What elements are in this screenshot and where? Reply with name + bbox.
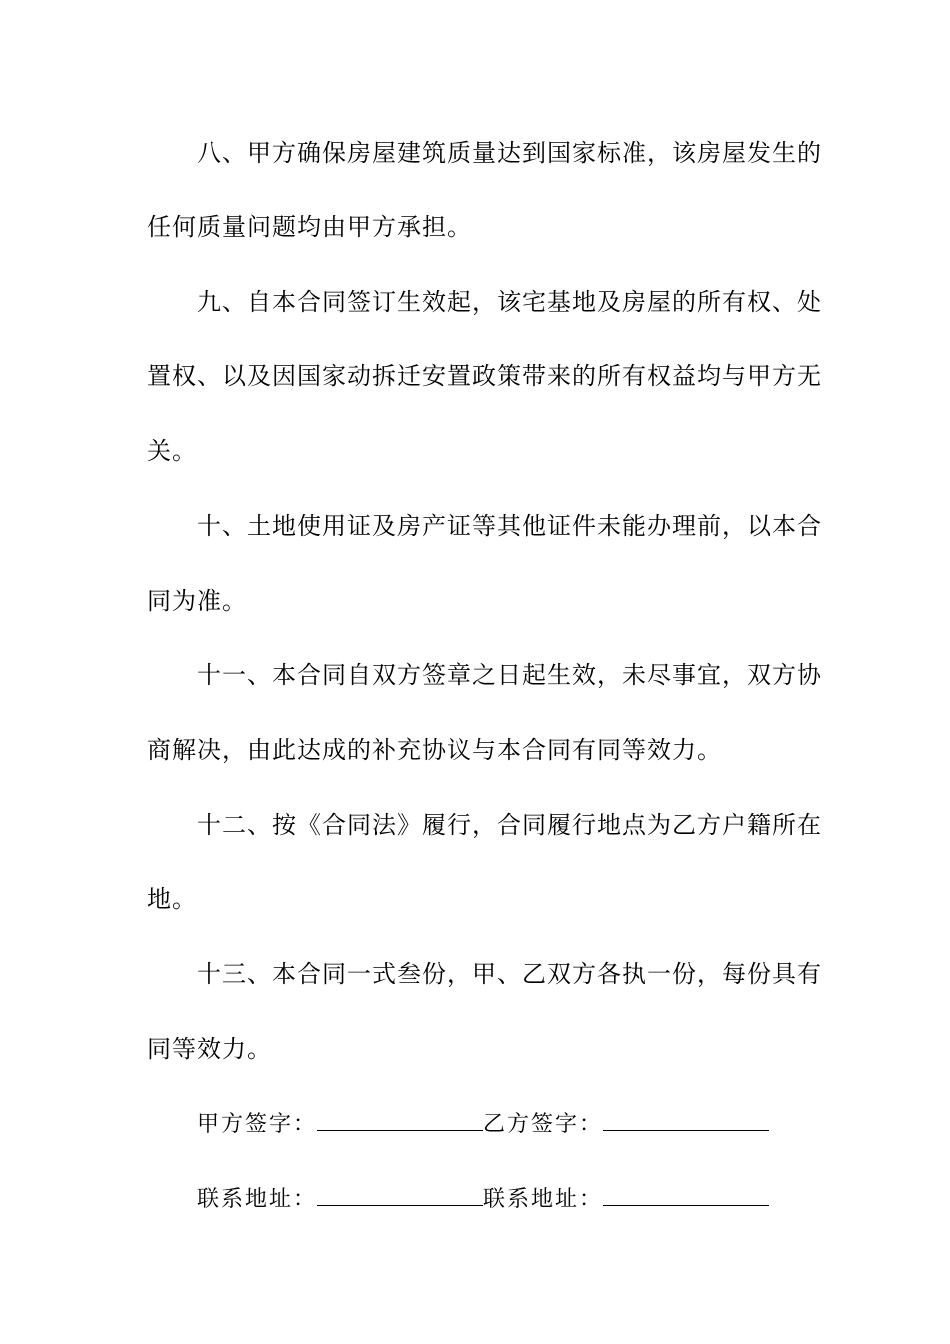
party-a-sign-blank[interactable] — [317, 1108, 483, 1131]
clause-12-line-1: 十二、按《合同法》履行，合同履行地点为乙方户籍所在 — [197, 811, 822, 839]
clause-12-line-2: 地。 — [147, 885, 197, 913]
party-b-address-label: 联系地址： — [483, 1187, 604, 1212]
clause-10-line-2: 同为准。 — [147, 587, 247, 615]
party-a-address-label: 联系地址： — [197, 1187, 318, 1212]
address-row — [197, 1183, 769, 1215]
party-b-sign-blank[interactable] — [603, 1108, 769, 1131]
clause-11-line-1: 十一、本合同自双方签章之日起生效，未尽事宜，双方协 — [197, 661, 822, 689]
clause-9-line-2: 置权、以及因国家动拆迁安置政策带来的所有权益均与甲方无 — [147, 362, 822, 390]
party-a-address-blank[interactable] — [317, 1183, 483, 1206]
party-b-sign-label: 乙方签字： — [483, 1112, 604, 1137]
clause-11-line-2: 商解决，由此达成的补充协议与本合同有同等效力。 — [147, 736, 722, 764]
signature-row — [197, 1108, 769, 1140]
party-a-sign-label: 甲方签字： — [197, 1112, 318, 1137]
clause-8-line-2: 任何质量问题均由甲方承担。 — [147, 213, 472, 241]
clause-10-line-1: 十、土地使用证及房产证等其他证件未能办理前，以本合 — [197, 512, 822, 540]
clause-8-line-1: 八、甲方确保房屋建筑质量达到国家标准，该房屋发生的 — [197, 139, 822, 167]
clause-13-line-2: 同等效力。 — [147, 1035, 272, 1063]
clause-13-line-1: 十三、本合同一式叁份，甲、乙双方各执一份，每份具有 — [197, 960, 822, 988]
clause-9-line-1: 九、自本合同签订生效起，该宅基地及房屋的所有权、处 — [197, 288, 822, 316]
party-b-address-blank[interactable] — [603, 1183, 769, 1206]
clause-9-line-3: 关。 — [147, 437, 197, 465]
